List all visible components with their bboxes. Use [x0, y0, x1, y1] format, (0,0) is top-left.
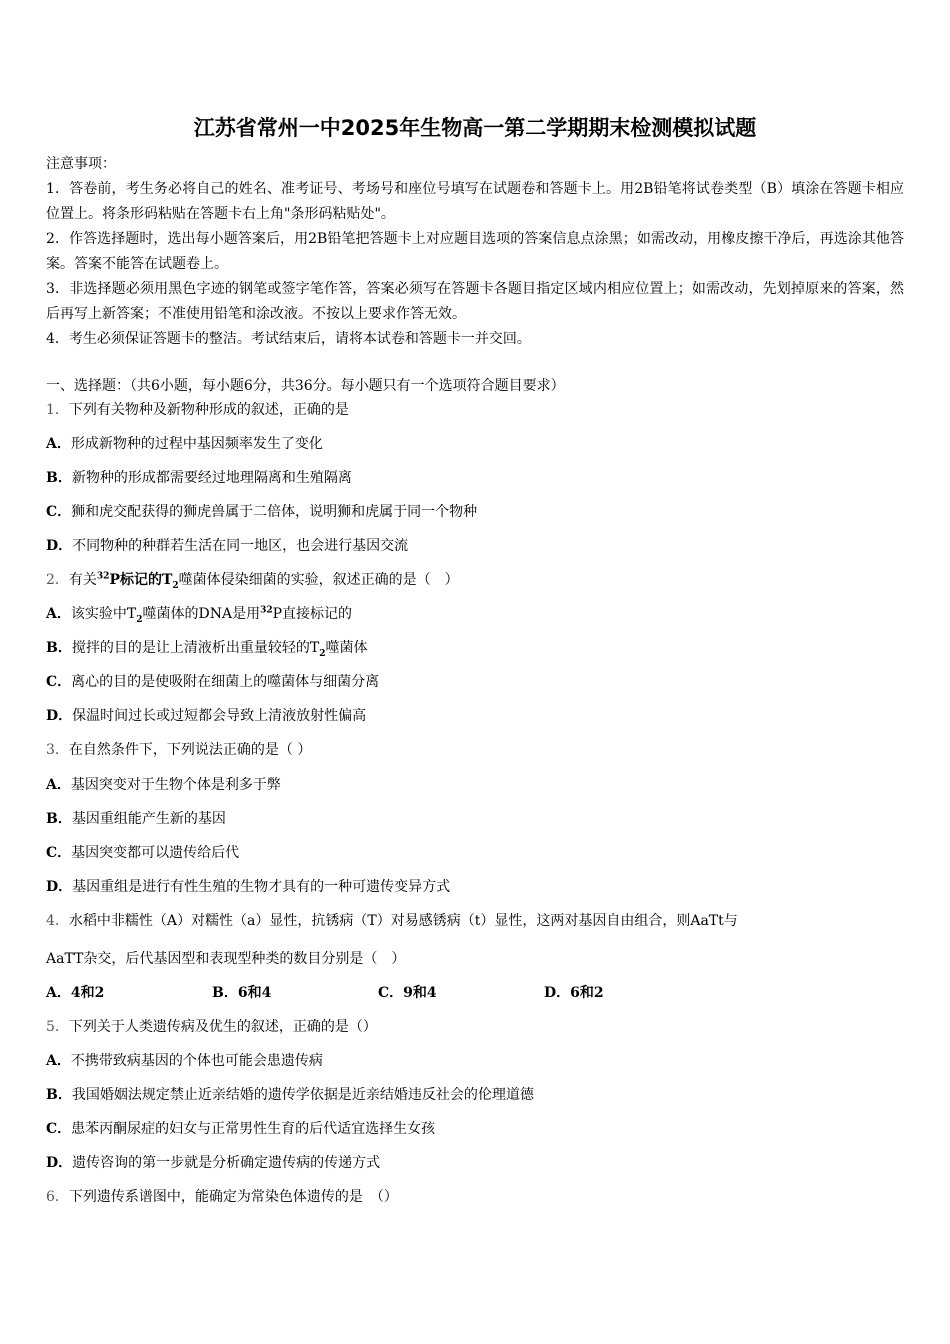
- question-5-option-b: [46, 1084, 534, 1106]
- option-letter: A．: [46, 777, 71, 793]
- option-text: 搅拌的目的是让上清液析出重量较轻的T: [71, 640, 320, 656]
- option-letter: C．: [46, 1121, 72, 1137]
- question-5-option-a: [46, 1050, 323, 1072]
- notice-item: 4．考生必须保证答题卡的整洁。考试结束后，请将本试卷和答题卡一并交回。: [46, 331, 531, 347]
- option-text: 保温时间过长或过短都会导致上清液放射性偏高: [72, 708, 367, 724]
- option-text: 基因重组是进行有性生殖的生物才具有的一种可遗传变异方式: [72, 879, 451, 895]
- option-text: 基因突变都可以遗传给后代: [71, 845, 240, 861]
- question-text: 水稻中非糯性（A）对糯性（a）显性，抗锈病（T）对易感锈病（t）显性，这两对基因自由组合，则AaTt与: [68, 913, 738, 929]
- option-text: 新物种的形成都需要经过地理隔离和生殖隔离: [71, 470, 352, 486]
- option-text: 该实验中T: [70, 606, 137, 622]
- option-text: 患苯丙酮尿症的妇女与正常男性生育的后代适宜选择生女孩: [71, 1121, 436, 1137]
- question-1-option-b: [46, 467, 352, 489]
- option-letter: C．: [46, 674, 72, 690]
- superscript: 32: [260, 605, 273, 616]
- option-letter: A．: [46, 436, 71, 452]
- question-4-stem: [46, 910, 738, 932]
- option-text: 狮和虎交配获得的狮虎兽属于二倍体，说明狮和虎属于同一个物种: [71, 504, 478, 520]
- option-text: 遗传咨询的第一步就是分析确定遗传病的传递方式: [72, 1155, 381, 1171]
- subscript: 2: [136, 614, 143, 625]
- option-text: 基因重组能产生新的基因: [71, 811, 226, 827]
- option-text: P直接标记的: [272, 606, 353, 622]
- option-b: B．6和4: [212, 985, 272, 1001]
- option-letter: C．: [46, 845, 72, 861]
- question-3-option-d: [46, 876, 450, 898]
- question-text: 噬菌体侵染细菌的实验，叙述正确的是（ ）: [178, 572, 459, 588]
- question-3-option-c: [46, 842, 239, 864]
- option-text: 形成新物种的过程中基因频率发生了变化: [70, 436, 323, 452]
- option-text: 噬菌体的DNA是用: [142, 606, 261, 622]
- question-1-option-a: [46, 433, 323, 455]
- option-letter: D．: [46, 708, 73, 724]
- page-title: 江苏省常州一中2025年生物高一第二学期期末检测模拟试题: [193, 116, 757, 140]
- question-text: 下列关于人类遗传病及优生的叙述，正确的是（）: [68, 1019, 377, 1035]
- question-number: 1．: [46, 402, 69, 418]
- option-letter: D．: [46, 879, 73, 895]
- option-text: 基因突变对于生物个体是利多于弊: [70, 777, 281, 793]
- question-number: 4．: [46, 913, 69, 929]
- question-text: P标记的T: [109, 572, 173, 588]
- question-2-option-d: [46, 705, 366, 727]
- option-text: 不同物种的种群若生活在同一地区，也会进行基因交流: [72, 538, 409, 554]
- question-2-option-a: [46, 603, 352, 625]
- question-5-stem: [46, 1016, 377, 1038]
- subscript: 2: [319, 648, 326, 659]
- option-text: 不携带致病基因的个体也可能会患遗传病: [70, 1053, 323, 1069]
- option-d: D．6和2: [544, 985, 604, 1001]
- question-text: 下列有关物种及新物种形成的叙述，正确的是: [68, 402, 349, 418]
- question-number: 5．: [46, 1019, 69, 1035]
- option-letter: B．: [46, 470, 72, 486]
- question-1-option-d: [46, 535, 408, 557]
- question-number: 6．: [46, 1189, 69, 1205]
- option-letter: D．: [46, 538, 73, 554]
- notice-item: 3．非选择题必须用黑色字迹的钢笔或签字笔作答，答案必须写在答题卡各题目指定区域内相应位置上；如需改动，先划掉原来的答案，然后再写上新答案；不准使用铅笔和涂改液。不按以上要求作答无效。: [46, 281, 904, 322]
- section-heading: 一、选择题：（共6小题，每小题6分，共36分。每小题只有一个选项符合题目要求）: [46, 378, 565, 394]
- question-3-option-b: [46, 808, 226, 830]
- option-text: 我国婚姻法规定禁止近亲结婚的遗传学依据是近亲结婚违反社会的伦理道德: [71, 1087, 534, 1103]
- question-2-option-b: [46, 637, 367, 659]
- question-4-options: [46, 982, 710, 1004]
- notice-heading: 注意事项：: [46, 156, 116, 172]
- question-text: 有关: [68, 572, 97, 588]
- question-2-stem: [46, 569, 459, 591]
- option-letter: B．: [46, 811, 72, 827]
- option-letter: D．: [46, 1155, 73, 1171]
- option-letter: C．: [46, 504, 72, 520]
- option-text: 噬菌体: [325, 640, 368, 656]
- question-1-stem: [46, 399, 349, 421]
- notice-item: 1．答卷前，考生务必将自己的姓名、准考证号、考场号和座位号填写在试题卷和答题卡上。用2B铅笔将试卷类型（B）填涂在答题卡相应位置上。将条形码粘贴在答题卡右上角"条形码粘贴处"。: [46, 181, 904, 222]
- question-3-stem: [46, 739, 311, 761]
- superscript: 32: [96, 571, 110, 582]
- option-text: 离心的目的是使吸附在细菌上的噬菌体与细菌分离: [71, 674, 380, 690]
- question-number: 3．: [46, 742, 69, 758]
- question-text: AaTT杂交，后代基因型和表现型种类的数目分别是（ ）: [46, 951, 406, 967]
- notice-item: 2．作答选择题时，选出每小题答案后，用2B铅笔把答题卡上对应题目选项的答案信息点涂黑；如需改动，用橡皮擦干净后，再选涂其他答案。答案不能答在试题卷上。: [46, 231, 904, 272]
- question-2-option-c: [46, 671, 379, 693]
- question-5-option-c: [46, 1118, 435, 1140]
- option-letter: A．: [46, 606, 71, 622]
- notice-section: [46, 152, 904, 352]
- question-text: 下列遗传系谱图中，能确定为常染色体遗传的是 （）: [68, 1189, 398, 1205]
- option-a: A．4和2: [46, 985, 105, 1001]
- question-text: 在自然条件下，下列说法正确的是（ ）: [68, 742, 312, 758]
- option-letter: B．: [46, 640, 72, 656]
- question-1-option-c: [46, 501, 477, 523]
- question-6-stem: [46, 1186, 398, 1208]
- subscript: 2: [172, 580, 179, 591]
- option-letter: A．: [46, 1053, 71, 1069]
- question-number: 2．: [46, 572, 69, 588]
- question-5-option-d: [46, 1152, 380, 1174]
- question-3-option-a: [46, 774, 281, 796]
- option-letter: B．: [46, 1087, 72, 1103]
- question-4-stem-cont: [46, 948, 405, 970]
- option-c: C．9和4: [378, 985, 437, 1001]
